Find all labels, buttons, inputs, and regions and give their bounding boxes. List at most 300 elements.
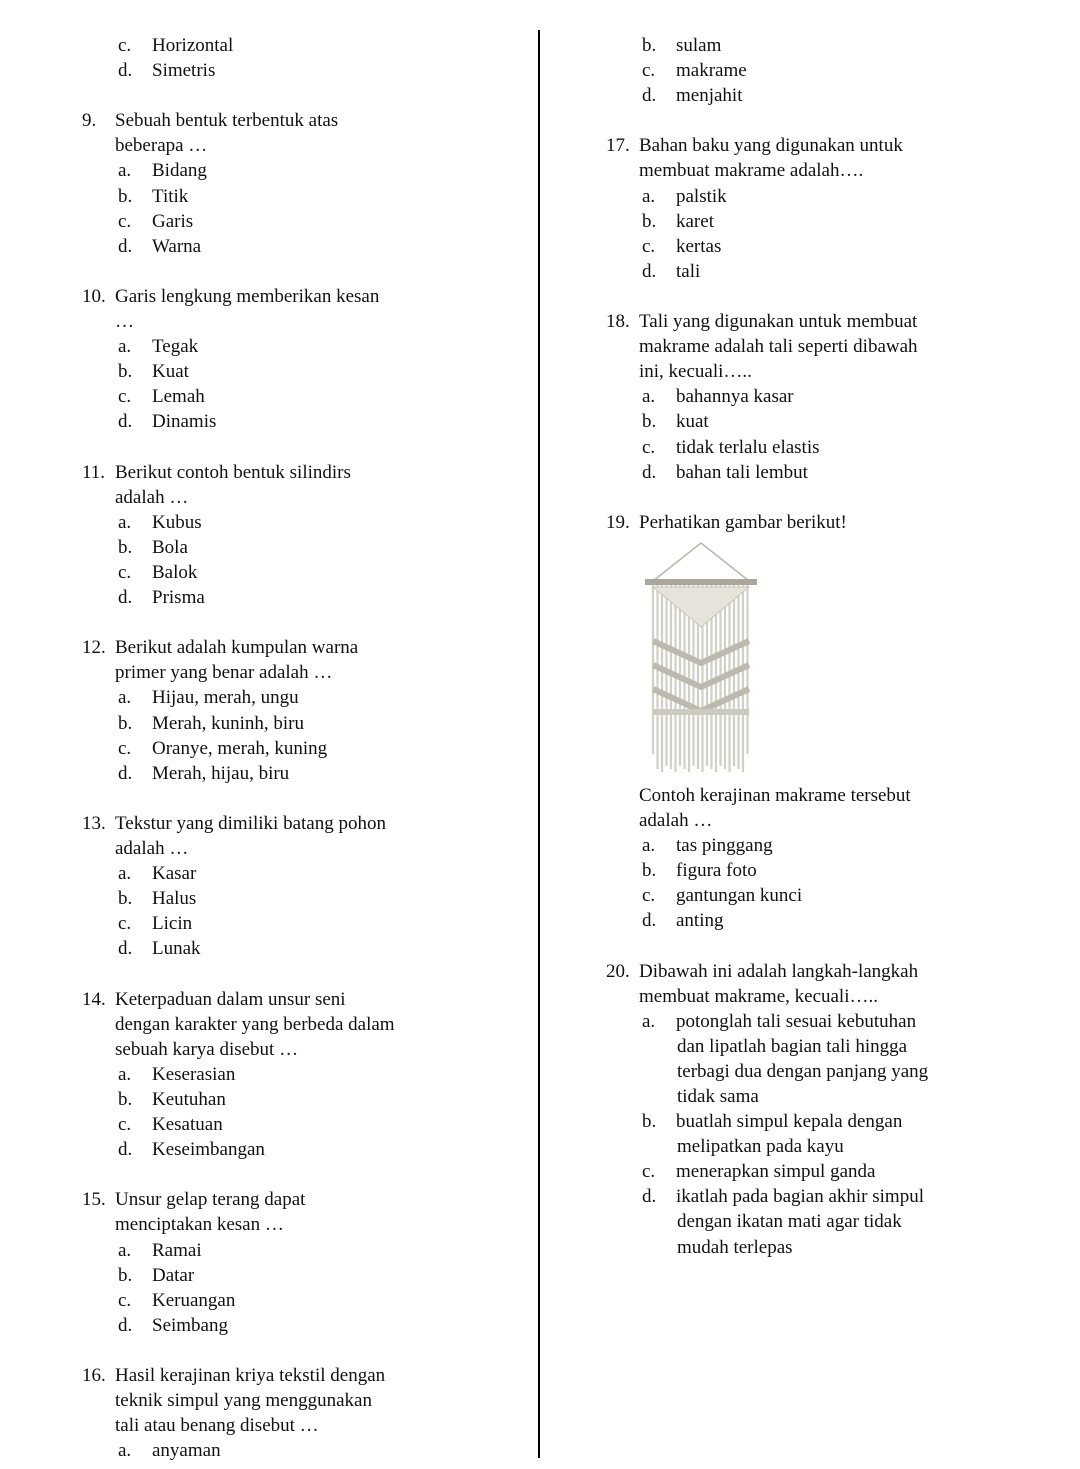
answer-option — [642, 209, 714, 234]
question-text: membuat makrame, kecuali….. — [639, 985, 878, 1007]
option-text: Seimbang — [152, 1314, 228, 1336]
option-text: Ramai — [152, 1239, 202, 1261]
question-number: 9. — [82, 110, 97, 132]
text-line — [82, 836, 522, 861]
text-line — [606, 58, 1046, 83]
text-line — [82, 1313, 522, 1338]
question-text: … — [115, 311, 134, 333]
text-line — [82, 58, 522, 83]
option-letter: a. — [118, 1239, 132, 1261]
text-line — [606, 1034, 1046, 1059]
option-letter: a. — [118, 1063, 132, 1085]
text-line — [606, 234, 1046, 259]
text-line — [82, 510, 522, 535]
option-letter: a. — [118, 1440, 132, 1462]
question-block — [82, 811, 522, 987]
question-number: 19. — [606, 511, 630, 533]
answer-option — [118, 685, 299, 710]
answer-option — [118, 936, 201, 961]
text-line — [606, 158, 1046, 183]
question-text: Keterpaduan dalam unsur seni — [115, 988, 346, 1010]
option-text: Bola — [152, 536, 188, 558]
text-line — [606, 1084, 1046, 1109]
answer-option — [642, 83, 742, 108]
option-letter: d. — [118, 587, 133, 609]
option-text: Datar — [152, 1264, 195, 1286]
text-line — [82, 685, 522, 710]
text-line — [606, 384, 1046, 409]
text-line — [82, 460, 522, 485]
answer-option — [118, 359, 189, 384]
text-line — [606, 883, 1046, 908]
option-letter: d. — [118, 762, 133, 784]
option-text: Prisma — [152, 587, 205, 609]
option-letter: a. — [118, 160, 132, 182]
question-number: 17. — [606, 135, 630, 157]
text-line — [606, 1109, 1046, 1134]
answer-option — [118, 1288, 235, 1313]
option-text: Kubus — [152, 511, 202, 533]
option-text: anyaman — [152, 1440, 221, 1462]
question-block — [82, 284, 522, 460]
spacer — [82, 1162, 522, 1187]
answer-option — [118, 560, 197, 585]
text-line — [606, 359, 1046, 384]
option-text: mudah terlepas — [677, 1236, 793, 1258]
question-number: 13. — [82, 812, 106, 834]
option-letter: c. — [118, 210, 132, 232]
text-line — [82, 1413, 522, 1438]
option-letter: a. — [118, 336, 132, 358]
question-text: tali atau benang disebut … — [115, 1415, 319, 1437]
option-text: dengan ikatan mati agar tidak — [677, 1211, 902, 1233]
question-block — [606, 959, 1046, 1260]
text-line — [606, 259, 1046, 284]
text-line — [82, 1137, 522, 1162]
option-text: tali — [676, 260, 701, 282]
question-block — [82, 460, 522, 636]
text-line — [606, 808, 1046, 833]
question-number: 12. — [82, 637, 106, 659]
question-text: adalah … — [639, 809, 713, 831]
text-line — [82, 485, 522, 510]
text-line — [82, 736, 522, 761]
option-letter: c. — [642, 60, 656, 82]
option-letter: c. — [642, 235, 656, 257]
question-block — [82, 987, 522, 1188]
answer-option — [642, 409, 709, 434]
spacer — [82, 961, 522, 986]
question-number: 16. — [82, 1364, 106, 1386]
text-line — [82, 1363, 522, 1388]
answer-option — [118, 1438, 221, 1463]
text-line — [82, 1288, 522, 1313]
answer-option — [642, 58, 747, 83]
answer-option — [118, 761, 289, 786]
text-line — [82, 711, 522, 736]
option-text: Simetris — [152, 60, 216, 82]
option-letter: c. — [642, 1161, 656, 1183]
option-text: makrame — [676, 60, 747, 82]
question-text: Berikut adalah kumpulan warna — [115, 637, 359, 659]
question-text: Dibawah ini adalah langkah-langkah — [639, 960, 919, 982]
answer-option — [642, 883, 802, 908]
spacer — [82, 83, 522, 108]
option-letter: b. — [642, 210, 657, 232]
answer-option — [118, 886, 196, 911]
answer-option — [118, 184, 188, 209]
option-text: dan lipatlah bagian tali hingga — [677, 1035, 908, 1057]
text-line — [82, 560, 522, 585]
text-line — [606, 435, 1046, 460]
text-line — [82, 1238, 522, 1263]
text-line — [82, 234, 522, 259]
text-line — [606, 409, 1046, 434]
option-letter: a. — [118, 687, 132, 709]
text-line — [82, 133, 522, 158]
answer-option — [642, 184, 727, 209]
answer-option — [118, 510, 202, 535]
question-text: Bahan baku yang digunakan untuk — [639, 135, 903, 157]
option-letter: c. — [118, 1114, 132, 1136]
option-letter: b. — [118, 185, 133, 207]
option-text: Warna — [152, 235, 202, 257]
left-column — [82, 33, 522, 1463]
option-letter: a. — [118, 863, 132, 885]
text-line — [82, 1112, 522, 1137]
text-line — [82, 1087, 522, 1112]
text-line — [606, 984, 1046, 1009]
option-text: Titik — [152, 185, 189, 207]
answer-option — [642, 1159, 875, 1184]
text-line — [82, 861, 522, 886]
question-number: 10. — [82, 285, 106, 307]
answer-option — [118, 234, 201, 259]
text-line — [82, 660, 522, 685]
option-text: Balok — [152, 561, 198, 583]
question-text: Unsur gelap terang dapat — [115, 1189, 306, 1211]
question-block — [82, 635, 522, 811]
question-continuation — [606, 33, 1046, 133]
option-text: tidak terlalu elastis — [676, 436, 820, 458]
right-column — [606, 33, 1046, 1260]
option-letter: a. — [642, 1010, 656, 1032]
question-block — [606, 309, 1046, 510]
text-line — [606, 1159, 1046, 1184]
option-text: potonglah tali sesuai kebutuhan — [676, 1010, 917, 1032]
answer-option — [118, 209, 193, 234]
option-letter: d. — [118, 60, 133, 82]
text-line — [82, 184, 522, 209]
spacer — [606, 108, 1046, 133]
spacer — [82, 786, 522, 811]
question-text: membuat makrame adalah…. — [639, 160, 864, 182]
text-line — [606, 334, 1046, 359]
answer-option — [118, 1062, 235, 1087]
answer-option — [642, 908, 724, 933]
option-letter: d. — [642, 1186, 657, 1208]
option-text: anting — [676, 910, 724, 932]
answer-option — [118, 384, 205, 409]
answer-option — [642, 384, 794, 409]
question-text: makrame adalah tali seperti dibawah — [639, 336, 918, 358]
question-text: Sebuah bentuk terbentuk atas — [115, 110, 339, 132]
text-line — [82, 284, 522, 309]
answer-option — [642, 33, 721, 58]
question-text: teknik simpul yang menggunakan — [115, 1390, 372, 1412]
option-letter: b. — [642, 411, 657, 433]
option-text: melipatkan pada kayu — [677, 1136, 844, 1158]
answer-option — [642, 1184, 924, 1209]
text-line — [82, 1438, 522, 1463]
answer-option — [118, 334, 198, 359]
option-text: tas pinggang — [676, 835, 773, 857]
option-letter: d. — [642, 910, 657, 932]
option-letter: b. — [642, 860, 657, 882]
spacer — [82, 1338, 522, 1363]
option-text: Dinamis — [152, 411, 217, 433]
question-number: 20. — [606, 960, 630, 982]
option-letter: c. — [118, 35, 132, 56]
text-line — [82, 309, 522, 334]
text-line — [606, 1134, 1046, 1159]
text-line — [606, 908, 1046, 933]
question-block — [606, 510, 1046, 959]
question-text: Contoh kerajinan makrame tersebut — [639, 784, 911, 806]
text-line — [82, 108, 522, 133]
text-line — [606, 1209, 1046, 1234]
answer-option — [118, 1087, 226, 1112]
option-letter: b. — [118, 1264, 133, 1286]
option-text: gantungan kunci — [676, 885, 803, 907]
option-text: Hijau, merah, ungu — [152, 687, 299, 709]
text-line — [82, 1212, 522, 1237]
question-text: primer yang benar adalah … — [115, 662, 333, 684]
option-letter: d. — [118, 938, 133, 960]
question-text: menciptakan kesan … — [115, 1214, 284, 1236]
question-block — [82, 1187, 522, 1363]
text-line — [606, 510, 1046, 535]
text-line — [82, 1187, 522, 1212]
question-text: Hasil kerajinan kriya tekstil dengan — [115, 1364, 386, 1386]
text-line — [606, 133, 1046, 158]
option-letter: b. — [118, 361, 133, 383]
option-letter: c. — [118, 737, 132, 759]
option-text: kuat — [676, 411, 709, 433]
question-text: adalah … — [115, 838, 189, 859]
question-text: ini, kecuali….. — [639, 361, 752, 383]
spacer — [82, 610, 522, 635]
option-letter: d. — [118, 411, 133, 433]
text-line — [82, 1388, 522, 1413]
question-continuation — [82, 33, 522, 108]
spacer — [606, 485, 1046, 510]
option-text: Oranye, merah, kuning — [152, 737, 328, 759]
text-line — [606, 83, 1046, 108]
option-text: terbagi dua dengan panjang yang — [677, 1060, 929, 1082]
option-text: Tegak — [152, 336, 199, 358]
option-letter: d. — [118, 1314, 133, 1336]
question-text: Tekstur yang dimiliki batang pohon — [115, 812, 386, 834]
question-block — [82, 108, 522, 284]
question-text: Perhatikan gambar berikut! — [639, 511, 847, 533]
text-line — [82, 585, 522, 610]
answer-option — [118, 1112, 223, 1137]
text-line — [82, 635, 522, 660]
text-line — [82, 384, 522, 409]
option-text: Licin — [152, 913, 193, 935]
text-line — [606, 209, 1046, 234]
option-letter: b. — [642, 1111, 657, 1133]
option-letter: c. — [118, 561, 132, 583]
answer-option — [118, 409, 216, 434]
option-text: Kasar — [152, 863, 197, 885]
answer-option — [642, 833, 773, 858]
answer-option — [642, 1109, 902, 1134]
answer-option — [118, 1313, 228, 1338]
text-line — [606, 1059, 1046, 1084]
option-letter: c. — [118, 1289, 132, 1311]
spacer — [606, 284, 1046, 309]
text-line — [82, 334, 522, 359]
text-line — [82, 761, 522, 786]
option-text: Keruangan — [152, 1289, 236, 1311]
text-line — [82, 158, 522, 183]
option-text: menerapkan simpul ganda — [676, 1161, 876, 1183]
option-text: sulam — [676, 35, 722, 56]
text-line — [82, 1263, 522, 1288]
option-letter: c. — [642, 885, 656, 907]
text-line — [82, 1012, 522, 1037]
option-letter: b. — [118, 888, 133, 910]
text-line — [82, 209, 522, 234]
text-line — [82, 33, 522, 58]
question-number: 15. — [82, 1189, 106, 1211]
answer-option — [118, 158, 207, 183]
question-text: beberapa … — [115, 135, 208, 157]
question-block — [82, 1363, 522, 1463]
option-text: Lemah — [152, 386, 205, 408]
answer-option — [118, 911, 192, 936]
text-line — [82, 359, 522, 384]
option-text: menjahit — [676, 85, 743, 107]
option-text: bahannya kasar — [676, 386, 794, 408]
text-line — [82, 886, 522, 911]
option-letter: b. — [118, 1088, 133, 1110]
option-text: Halus — [152, 888, 197, 910]
option-letter: b. — [118, 536, 133, 558]
option-letter: a. — [118, 511, 132, 533]
option-letter: c. — [118, 913, 132, 935]
option-text: Keserasian — [152, 1063, 236, 1085]
text-line — [606, 309, 1046, 334]
option-text: Horizontal — [152, 35, 234, 56]
text-line — [82, 409, 522, 434]
option-text: Bidang — [152, 160, 207, 182]
question-number: 14. — [82, 988, 106, 1010]
option-text: Merah, kuninh, biru — [152, 712, 304, 734]
question-text: dengan karakter yang berbeda dalam — [115, 1013, 395, 1035]
option-text: Lunak — [152, 938, 201, 960]
text-line — [82, 1062, 522, 1087]
answer-option — [642, 858, 757, 883]
option-letter: d. — [642, 85, 657, 107]
option-letter: d. — [642, 461, 657, 483]
question-text: Garis lengkung memberikan kesan — [115, 285, 380, 307]
option-text: figura foto — [676, 860, 757, 882]
text-line — [606, 1235, 1046, 1260]
text-line — [606, 858, 1046, 883]
answer-option — [118, 33, 233, 58]
text-line — [606, 783, 1046, 808]
option-letter: a. — [642, 386, 656, 408]
text-line — [606, 33, 1046, 58]
option-text: Merah, hijau, biru — [152, 762, 290, 784]
option-text: tidak sama — [677, 1086, 759, 1107]
question-number: 18. — [606, 311, 630, 333]
option-letter: c. — [118, 386, 132, 408]
text-line — [606, 1184, 1046, 1209]
option-text: Keseimbangan — [152, 1139, 265, 1161]
spacer — [82, 259, 522, 284]
option-text: Kesatuan — [152, 1114, 223, 1136]
answer-option — [118, 585, 205, 610]
option-text: Keutuhan — [152, 1088, 226, 1110]
question-block — [606, 133, 1046, 309]
answer-option — [118, 1263, 194, 1288]
option-text: karet — [676, 210, 714, 232]
option-letter: b. — [118, 712, 133, 734]
answer-option — [118, 58, 215, 83]
text-line — [606, 833, 1046, 858]
column-divider — [538, 30, 540, 1458]
text-line — [82, 1037, 522, 1062]
answer-option — [118, 861, 196, 886]
answer-option — [642, 460, 808, 485]
text-line — [82, 535, 522, 560]
option-text: kertas — [676, 235, 722, 257]
answer-option — [118, 1137, 265, 1162]
answer-option — [642, 435, 820, 460]
text-line — [82, 911, 522, 936]
text-line — [82, 811, 522, 836]
text-line — [606, 1009, 1046, 1034]
option-letter: a. — [642, 185, 656, 207]
question-text: sebuah karya disebut … — [115, 1038, 299, 1060]
text-line — [82, 936, 522, 961]
answer-option — [118, 535, 188, 560]
answer-option — [642, 234, 721, 259]
text-line — [82, 987, 522, 1012]
answer-option — [642, 1009, 916, 1034]
option-text: bahan tali lembut — [676, 461, 808, 483]
answer-option — [118, 1238, 202, 1263]
option-letter: a. — [642, 835, 656, 857]
option-text: palstik — [676, 185, 727, 207]
answer-option — [118, 736, 327, 761]
option-text: ikatlah pada bagian akhir simpul — [676, 1186, 924, 1208]
answer-option — [642, 259, 700, 284]
question-number: 11. — [82, 461, 106, 483]
question-text: Tali yang digunakan untuk membuat — [639, 311, 918, 333]
text-line — [606, 959, 1046, 984]
question-text: Berikut contoh bentuk silindirs — [115, 461, 351, 483]
option-letter: b. — [642, 35, 657, 56]
answer-option — [118, 711, 304, 736]
spacer — [606, 933, 1046, 958]
text-line — [606, 460, 1046, 485]
option-letter: c. — [642, 436, 656, 458]
